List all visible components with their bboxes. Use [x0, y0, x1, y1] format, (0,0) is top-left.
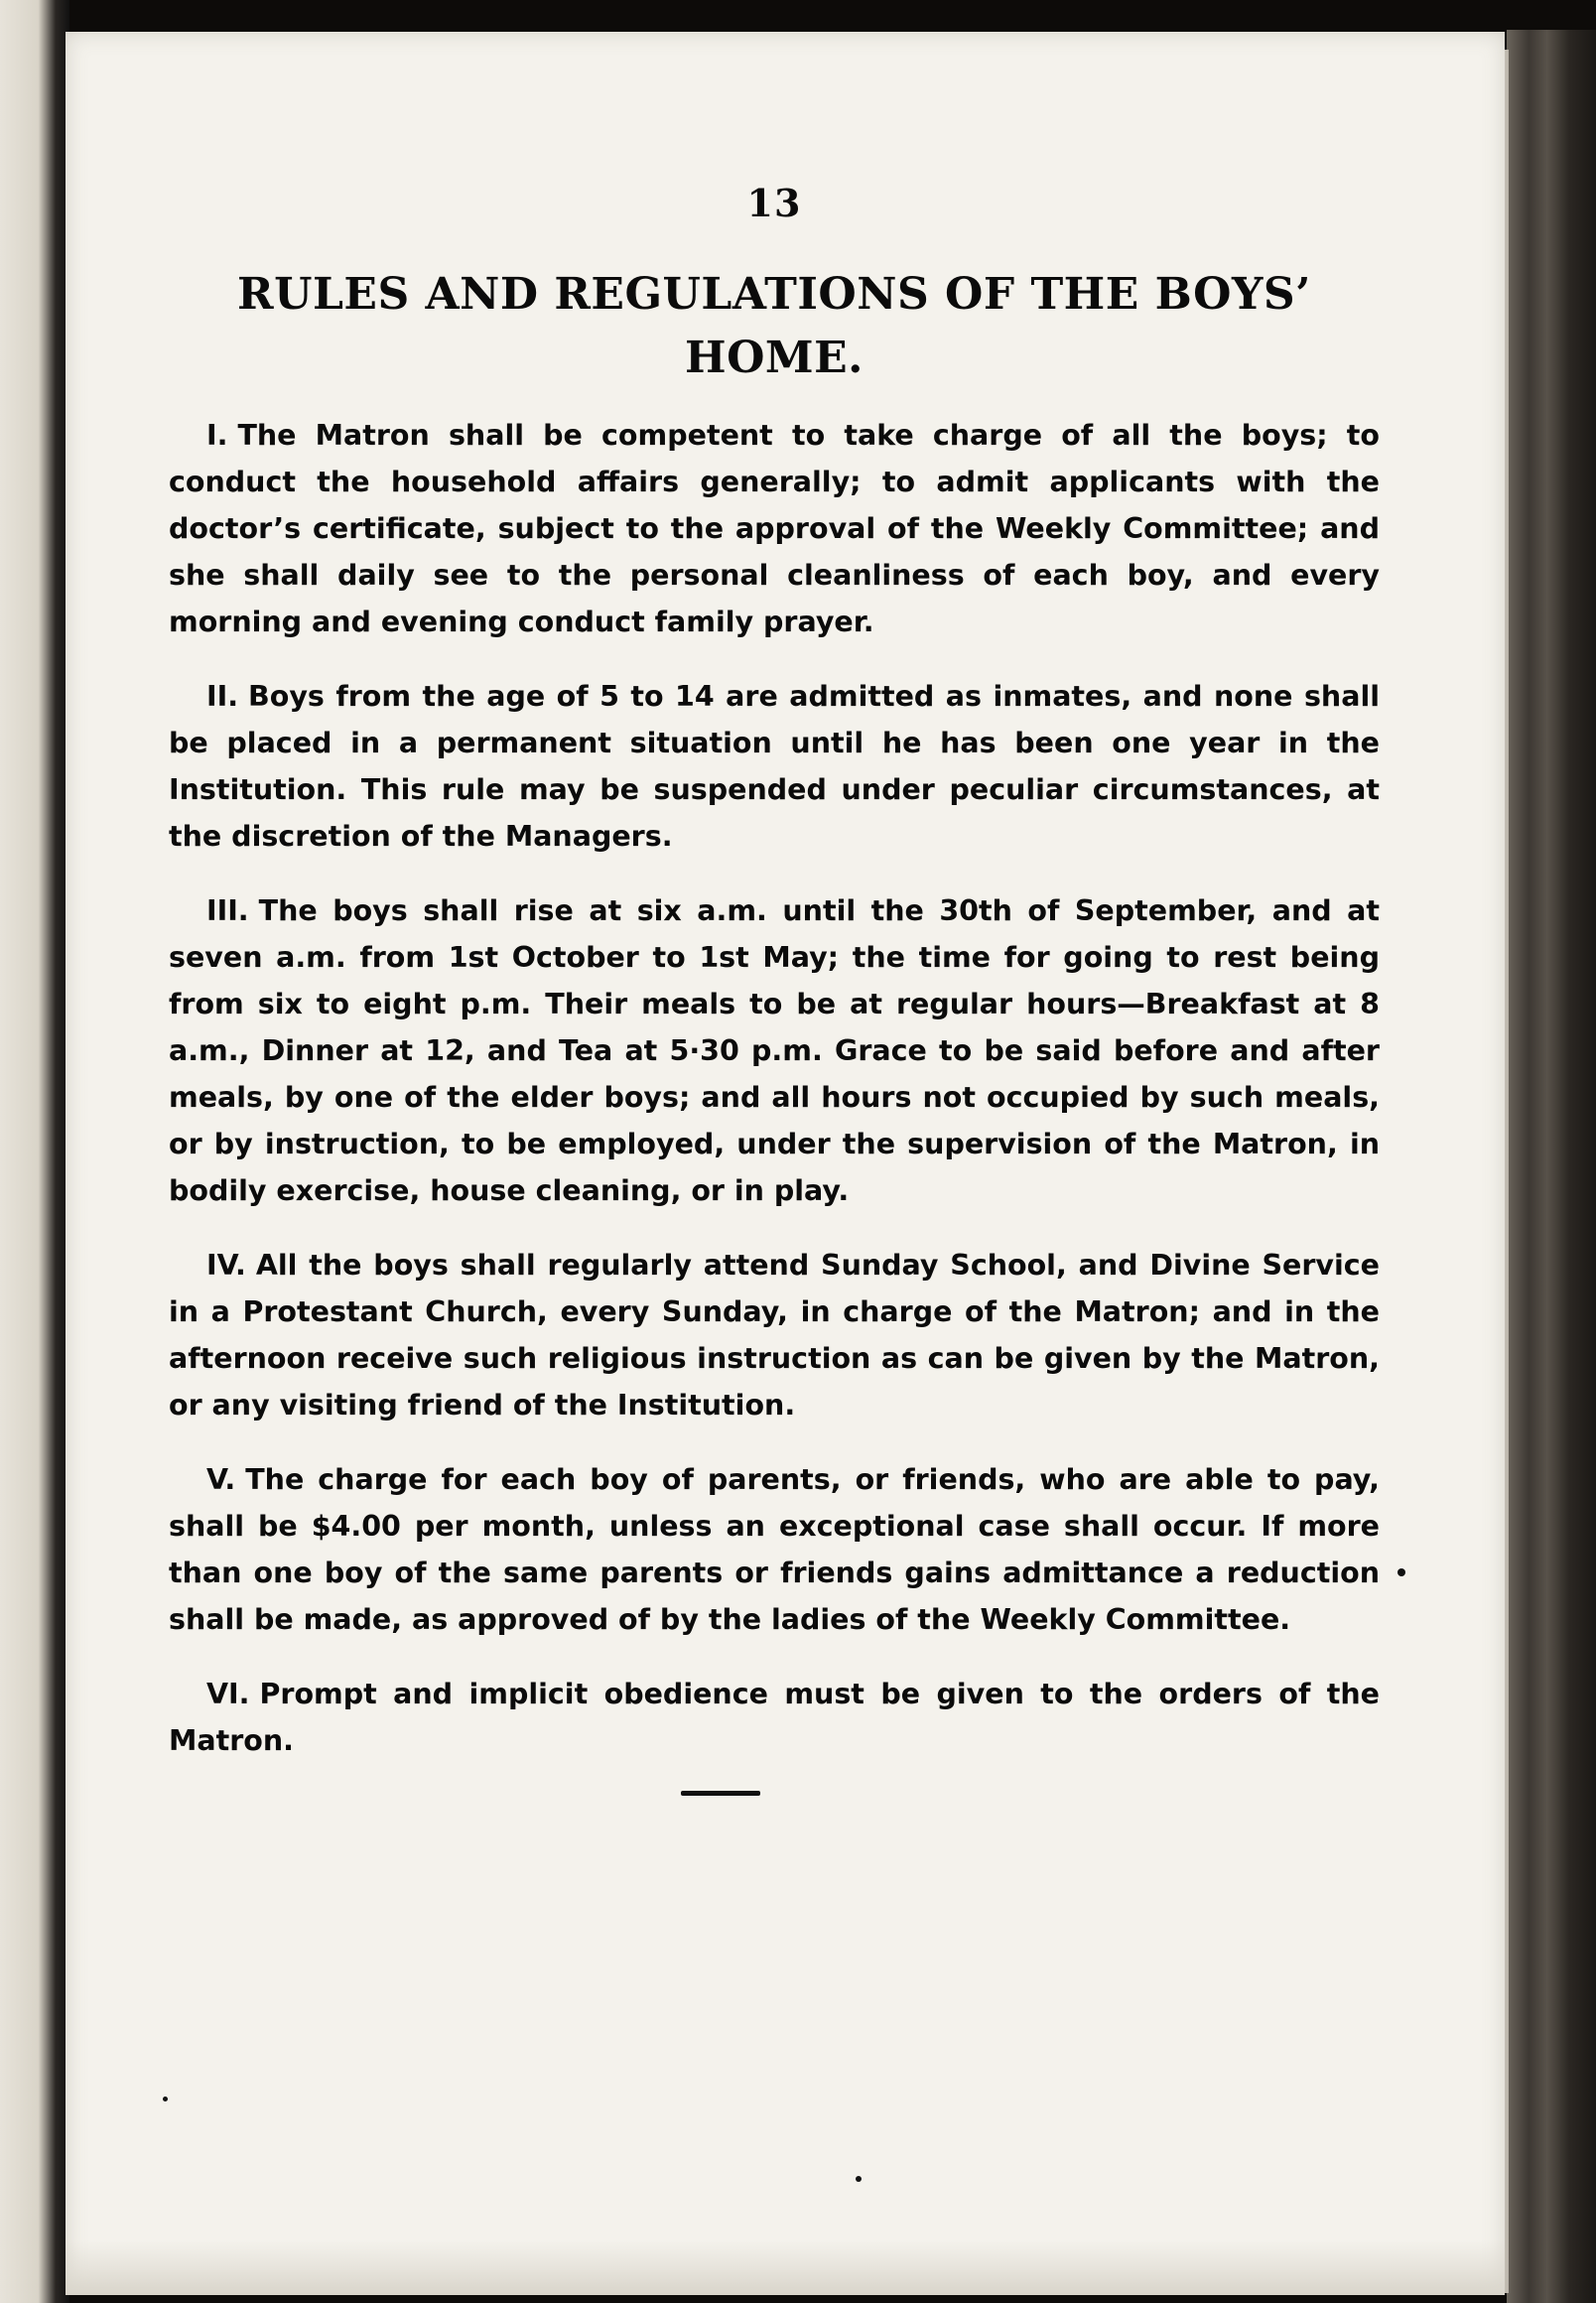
page-title: [169, 263, 1380, 390]
rule-2: [169, 673, 1380, 860]
ink-speck: [856, 2176, 862, 2182]
rule-3: [169, 887, 1380, 1214]
rule-numeral: III.: [206, 894, 249, 927]
ink-speck: [1397, 1568, 1405, 1576]
section-divider: [681, 1791, 760, 1796]
ink-speck: [163, 2097, 168, 2101]
adjacent-page-edge: [0, 0, 69, 2303]
rule-numeral: I.: [206, 419, 228, 452]
rule-5: [169, 1456, 1380, 1643]
rule-numeral: IV.: [206, 1249, 246, 1282]
rule-numeral: VI.: [206, 1678, 250, 1710]
rule-text: Boys from the age of 5 to 14 are admitted as inmates, and none shall be placed in a permanent situation until he has been one year in the Institution. This rule may be suspended under peculiar circumstances, at the discretion of the Managers.: [169, 680, 1380, 853]
title-line-1: RULES AND REGULATIONS OF THE BOYS’: [237, 269, 1311, 320]
page-number: 13: [746, 181, 802, 225]
page-content: [169, 181, 1380, 1792]
rule-numeral: II.: [206, 680, 239, 713]
rule-numeral: V.: [206, 1463, 236, 1496]
rule-text: Prompt and implicit obedience must be given to the orders of the Matron.: [169, 1678, 1380, 1757]
rule-1: [169, 412, 1380, 645]
rule-6: [169, 1671, 1380, 1764]
book-binding: [1507, 30, 1596, 2303]
rule-text: The charge for each boy of parents, or friends, who are able to pay, shall be $4.00 per month, unless an exceptional case shall occur. If more than one boy of the same parents or friends gains admittance a reduction shall be made, as approved of by the ladies of the Weekly Committee.: [169, 1463, 1380, 1636]
rule-text: All the boys shall regularly attend Sunday School, and Divine Service in a Protestant Church, every Sunday, in charge of the Matron; and in the afternoon receive such religious instruction as can be given by the Matron, or any visiting friend of the Institution.: [169, 1249, 1380, 1422]
rule-text: The boys shall rise at six a.m. until the 30th of September, and at seven a.m. from 1st October to 1st May; the time for going to rest being from six to eight p.m. Their meals to be at regular hours—Breakfast at 8 a.m., Dinner at 12, and Tea at 5·30 p.m. Grace to be said before and after meals, by one of the elder boys; and all hours not occupied by such meals, or by instruction, to be employed, under the supervision of the Matron, in bodily exercise, house cleaning, or in play.: [169, 894, 1380, 1207]
book-page: [66, 32, 1505, 2295]
rule-text: The Matron shall be competent to take charge of all the boys; to conduct the household affairs generally; to admit applicants with the doctor’s certificate, subject to the approval of the Weekly Committee; and she shall daily see to the personal cleanliness of each boy, and every morning and evening conduct family prayer.: [169, 419, 1380, 638]
rule-4: [169, 1242, 1380, 1428]
title-line-2: HOME.: [685, 333, 864, 383]
